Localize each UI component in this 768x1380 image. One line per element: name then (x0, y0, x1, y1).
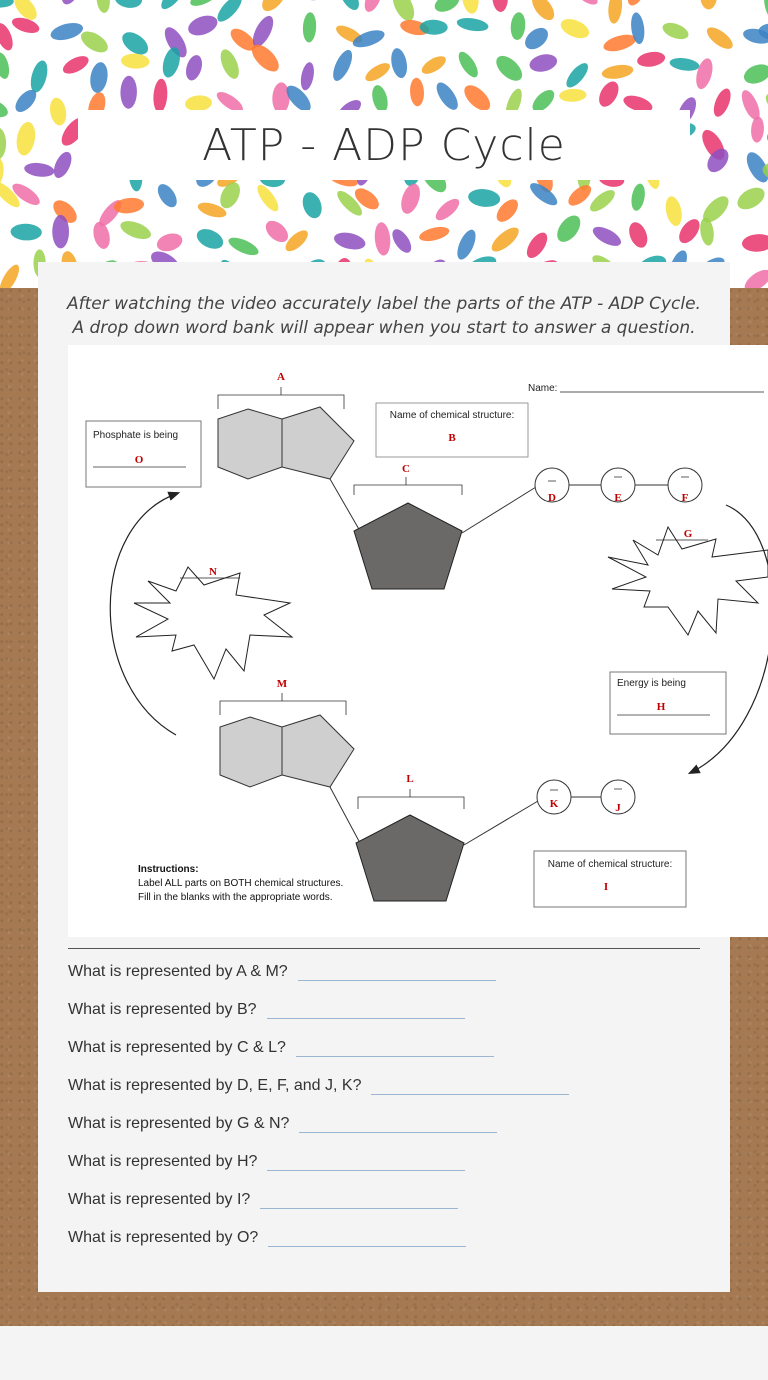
leaf (398, 181, 424, 216)
leaf (762, 89, 768, 121)
leaf (52, 215, 69, 248)
leaf (419, 53, 449, 78)
question-5 (68, 1112, 497, 1133)
instructions-title: Instructions: (138, 864, 199, 875)
leaf (121, 53, 150, 69)
leaf (761, 0, 768, 22)
leaf (456, 16, 489, 33)
leaf (58, 0, 84, 7)
label-l: L (406, 773, 414, 785)
divider (68, 948, 700, 949)
answer-2-input[interactable] (267, 998, 465, 1019)
answer-4-input[interactable] (371, 1074, 569, 1095)
leaf (636, 50, 666, 69)
leaf (693, 57, 715, 91)
leaf (258, 0, 291, 15)
leaf (460, 0, 480, 15)
intro-line-2: A drop down word bank will appear when you start to answer a question. (72, 318, 696, 338)
leaf (77, 27, 111, 56)
leaf (0, 51, 12, 80)
leaf (0, 0, 14, 8)
question-4 (68, 1074, 569, 1095)
connector-bottom-2 (464, 801, 538, 845)
leaf (590, 223, 624, 250)
connector-top-1 (330, 479, 360, 531)
leaf-pattern-banner (0, 0, 768, 290)
label-c: C (402, 463, 410, 475)
question-7-text: What is represented by I? (68, 1191, 251, 1208)
leaf (521, 24, 552, 54)
answer-6-input[interactable] (267, 1150, 465, 1171)
leaf (454, 227, 480, 262)
leaf (335, 0, 363, 13)
ribose-pentagon-bottom (356, 815, 464, 901)
leaf (741, 266, 768, 290)
label-e: E (614, 492, 622, 504)
leaf (492, 0, 509, 12)
label-o: O (134, 454, 144, 466)
leaf (710, 86, 734, 119)
adenine-pentagon-top (282, 407, 354, 479)
leaf (48, 96, 68, 126)
leaf (763, 116, 768, 148)
connector-bottom-1 (330, 787, 360, 843)
bracket-l (358, 789, 464, 809)
leaf (734, 183, 768, 214)
leaf (528, 0, 559, 24)
name-label: Name: (528, 383, 558, 394)
label-k: K (549, 798, 559, 810)
leaf (660, 20, 690, 43)
connector-top-2 (462, 487, 536, 533)
leaf (467, 188, 501, 209)
leaf (23, 161, 55, 178)
question-1 (68, 960, 496, 981)
leaf (88, 61, 110, 94)
leaf (563, 60, 592, 91)
leaf (363, 60, 393, 85)
label-f: F (681, 492, 689, 504)
label-n: N (209, 566, 217, 578)
leaf (432, 195, 462, 224)
label-j: J (615, 802, 621, 814)
energy-starburst-g (608, 527, 768, 635)
leaf (91, 220, 113, 250)
page-footer-area (0, 1326, 768, 1380)
leaf (95, 0, 111, 14)
leaf (14, 121, 37, 157)
leaf (49, 20, 85, 43)
adenine-pentagon-bottom (282, 715, 354, 787)
instructions-line-1: Label ALL parts on BOTH chemical structures. (138, 878, 344, 889)
leaf (455, 49, 482, 80)
leaf (553, 211, 585, 246)
leaf (120, 76, 137, 109)
leaf (0, 262, 23, 290)
leaf (157, 0, 189, 13)
leaf (226, 234, 261, 259)
leaf (217, 47, 243, 82)
label-g: G (683, 528, 693, 540)
question-2-text: What is represented by B? (68, 1001, 257, 1018)
leaf (663, 0, 696, 4)
leaf (113, 0, 143, 10)
leaf (194, 225, 227, 253)
leaf (626, 220, 651, 251)
leaf (559, 88, 587, 102)
leaf (432, 0, 462, 15)
question-3 (68, 1036, 494, 1057)
leaf (528, 52, 559, 75)
question-2 (68, 998, 465, 1019)
question-6-text: What is represented by H? (68, 1153, 258, 1170)
question-3-text: What is represented by C & L? (68, 1039, 286, 1056)
title-box (78, 110, 690, 180)
leaf (624, 0, 652, 8)
leaf (183, 53, 205, 82)
answer-5-input[interactable] (299, 1112, 497, 1133)
answer-1-input[interactable] (298, 960, 496, 981)
question-1-text: What is represented by A & M? (68, 963, 288, 980)
phosphate-text: Phosphate is being (93, 430, 179, 441)
leaf (60, 53, 91, 78)
structure-i-text: Name of chemical structure: (547, 859, 673, 870)
leaf (329, 47, 356, 83)
label-a: A (277, 371, 285, 383)
leaf (154, 181, 181, 211)
leaf (700, 0, 717, 9)
question-8 (68, 1226, 466, 1247)
leaf (741, 233, 768, 253)
structure-b-text: Name of chemical structure: (389, 410, 515, 421)
leaf (669, 56, 700, 72)
bracket-c (354, 477, 462, 495)
leaf (299, 61, 316, 91)
leaf (630, 183, 647, 212)
leaf (488, 223, 522, 255)
label-h: H (656, 701, 666, 713)
energy-starburst-n (134, 567, 292, 679)
leaf (0, 95, 11, 121)
label-d: D (548, 492, 556, 504)
leaf (302, 12, 317, 43)
leaf (389, 47, 409, 80)
leaf (409, 77, 424, 106)
label-b: B (448, 432, 456, 444)
leaf (0, 21, 16, 53)
intro-text (38, 292, 730, 340)
diagram-svg (68, 345, 768, 937)
bracket-a (218, 387, 344, 409)
leaf (523, 229, 551, 261)
leaf (10, 15, 41, 36)
adenine-hexagon-top (218, 409, 282, 479)
leaf (351, 27, 387, 51)
leaf (433, 79, 462, 113)
question-4-text: What is represented by D, E, F, and J, K? (68, 1077, 362, 1094)
leaf (607, 0, 624, 24)
leaf (571, 0, 600, 8)
answer-3-input[interactable] (296, 1036, 494, 1057)
question-6 (68, 1150, 465, 1171)
leaf (703, 23, 736, 52)
leaf (492, 51, 527, 85)
atp-adp-diagram (68, 345, 768, 937)
leaf (289, 0, 321, 4)
leaf (188, 0, 223, 10)
leaf (373, 222, 391, 257)
leaf (361, 0, 384, 14)
leaf (750, 116, 765, 143)
instructions-line-2: Fill in the blanks with the appropriate words. (138, 892, 333, 903)
leaf (558, 15, 592, 42)
leaf (587, 186, 619, 215)
leaf (214, 0, 246, 25)
leaf (418, 224, 451, 243)
leaf (299, 190, 325, 221)
leaf (262, 217, 292, 247)
leaf (10, 223, 42, 241)
leaf (118, 217, 153, 242)
leaf (389, 226, 415, 256)
answer-7-input[interactable] (260, 1188, 458, 1209)
adenine-hexagon-bottom (220, 717, 282, 787)
leaf (602, 31, 638, 54)
leaf (155, 231, 185, 255)
question-8-text: What is represented by O? (68, 1229, 259, 1246)
label-m: M (276, 678, 288, 690)
question-7 (68, 1188, 458, 1209)
leaf (152, 78, 168, 113)
answer-8-input[interactable] (268, 1226, 466, 1247)
leaf (736, 0, 766, 2)
leaf (595, 78, 622, 110)
leaf (663, 195, 684, 228)
energy-text: Energy is being (617, 678, 686, 689)
leaf (0, 128, 6, 160)
leaf (254, 182, 282, 215)
page-title: ATP - ADP Cycle (202, 119, 566, 171)
question-5-text: What is represented by G & N? (68, 1115, 290, 1132)
bracket-m (220, 693, 346, 715)
leaf (510, 12, 527, 41)
leaf (741, 61, 768, 87)
ribose-pentagon-top (354, 503, 462, 589)
leaf (185, 12, 220, 39)
leaf (601, 63, 634, 81)
leaf (332, 230, 367, 252)
leaf (28, 59, 51, 95)
leaf (50, 149, 75, 180)
label-i: I (603, 881, 609, 893)
intro-line-1: After watching the video accurately label the parts of the ATP - ADP Cycle. (67, 294, 701, 314)
leaf (0, 215, 3, 244)
